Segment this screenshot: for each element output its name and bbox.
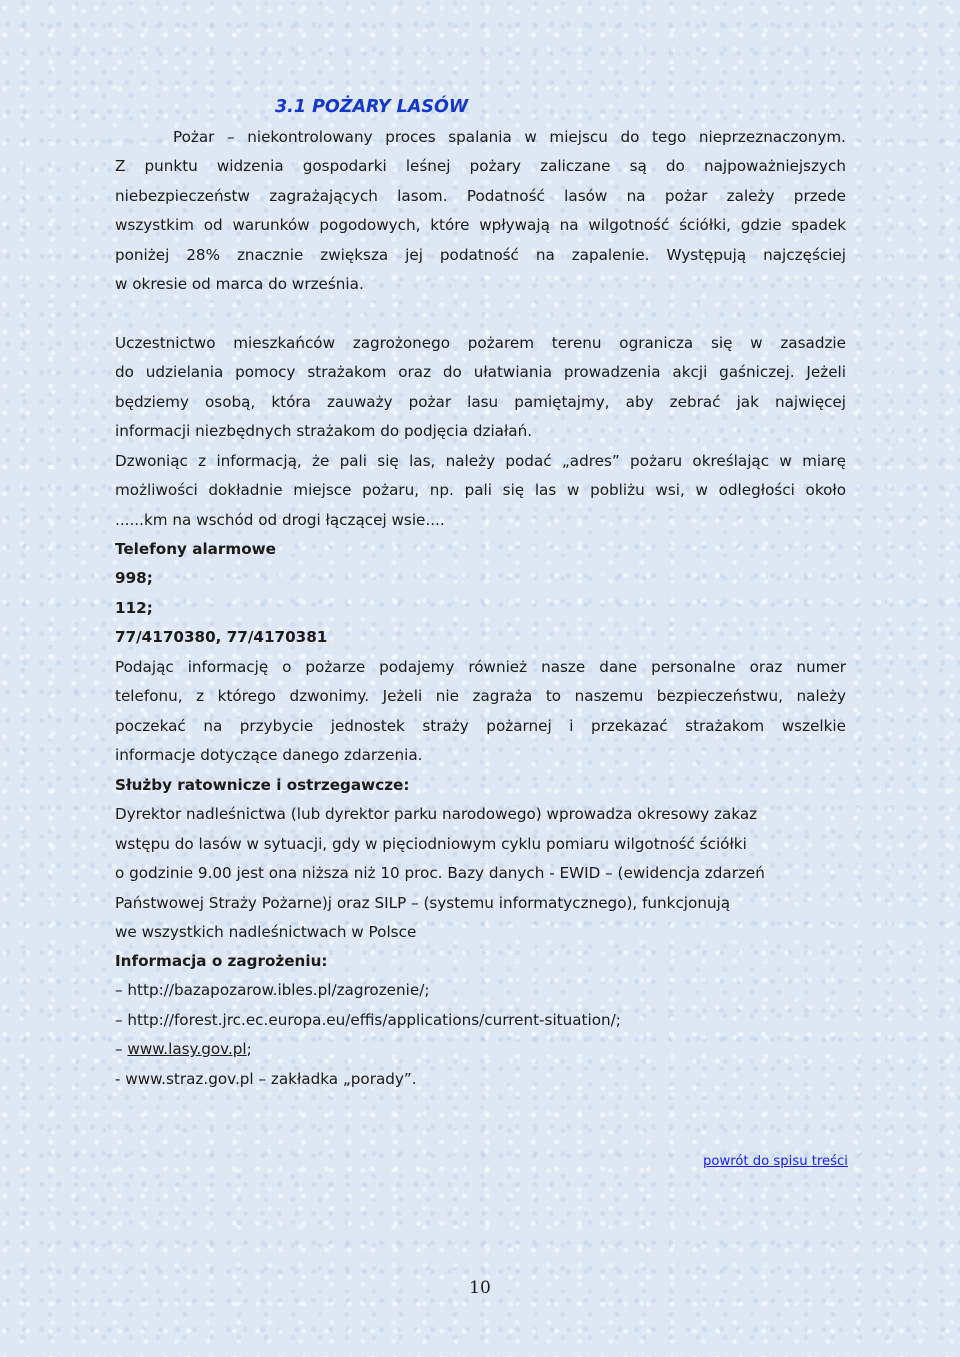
participation-paragraph (115, 329, 846, 447)
alarm-phones (115, 535, 846, 653)
lasy-link[interactable]: www.lasy.gov.pl (127, 1040, 247, 1059)
text-line: poniżej 28% znacznie zwiększa jej podatność na zapalenie. Występują najczęściej (115, 245, 846, 264)
services-heading: Służby ratownicze i ostrzegawcze: (115, 776, 410, 794)
text-line: Z punktu widzenia gospodarki leśnej pożary zaliczane są do najpoważniejszych (115, 157, 846, 176)
intro-paragraph (115, 123, 846, 299)
services-section (115, 771, 846, 947)
section-title: 3.1 POŻARY LASÓW (275, 97, 469, 117)
text-line: wszystkim od warunków pogodowych, które wpływają na wilgotność ściółki, gdzie spadek (115, 216, 846, 235)
text-line: Pożar – niekontrolowany proces spalania w miejscu do tego nieprzeznaczonym. (173, 128, 846, 146)
phone-number: 112; (115, 598, 153, 617)
text-line: Dzwoniąc z informacją, że pali się las, należy podać „adres” pożaru określając w miarę (115, 452, 846, 470)
threat-info-section (115, 947, 846, 1094)
text-line: niebezpieczeństw zagrażających lasom. Podatność lasów na pożar zależy przede (115, 186, 846, 205)
text-line: w okresie od marca do września. (115, 275, 364, 294)
text-line: informacji niezbędnych strażakom do podjęcia działań. (115, 422, 533, 441)
info-suffix: ; (246, 1040, 252, 1059)
page-number: 10 (469, 1278, 491, 1298)
info-item: - www.straz.gov.pl – zakładka „porady”. (115, 1069, 417, 1088)
text-line: telefonu, z którego dzwonimy. Jeżeli nie zagraża to naszemu bezpieczeństwu, należy (115, 687, 846, 706)
text-line: ......km na wschód od drogi łączącej wsie.... (115, 510, 445, 529)
text-line: możliwości dokładnie miejsce pożaru, np. pali się las w pobliżu wsi, w odległości około (115, 481, 846, 500)
text-line: będziemy osobą, która zauważy pożar lasu pamiętajmy, aby zebrać jak najwięcej (115, 392, 846, 411)
text-line: o godzinie 9.00 jest ona niższa niż 10 proc. Bazy danych - EWID – (ewidencja zdarzeń (115, 864, 765, 883)
text-line: Uczestnictwo mieszkańców zagrożonego pożarem terenu ogranicza się w zasadzie (115, 334, 846, 352)
text-line: we wszystkich nadleśnictwach w Polsce (115, 923, 417, 942)
phone-number: 77/4170380, 77/4170381 (115, 628, 328, 647)
info-item (115, 1035, 846, 1064)
info-prefix: – (115, 1040, 128, 1059)
text-line: poczekać na przybycie jednostek straży pożarnej i przekazać strażakom wszelkie (115, 716, 846, 735)
info-item: – http://bazapozarow.ibles.pl/zagrozenie/; (115, 981, 430, 1000)
text-line: do udzielania pomocy strażakom oraz do ułatwiania prowadzenia akcji gaśniczej. Jeżeli (115, 363, 846, 382)
text-line: Państwowej Straży Pożarne)j oraz SILP – (systemu informatycznego), funkcjonują (115, 893, 731, 912)
text-line: informacje dotyczące danego zdarzenia. (115, 746, 423, 765)
calling-paragraph (115, 447, 846, 535)
info-heading: Informacja o zagrożeniu: (115, 952, 328, 970)
reporting-paragraph (115, 653, 846, 771)
info-item: – http://forest.jrc.ec.europa.eu/effis/applications/current-situation/; (115, 1010, 621, 1029)
text-line: Dyrektor nadleśnictwa (lub dyrektor parku narodowego) wprowadza okresowy zakaz (115, 805, 758, 824)
phone-number: 998; (115, 569, 153, 588)
text-line: Podając informację o pożarze podajemy również nasze dane personalne oraz numer (115, 658, 846, 676)
text-line: wstępu do lasów w sytuacji, gdy w pięciodniowym cyklu pomiaru wilgotność ściółki (115, 834, 747, 853)
phones-heading: Telefony alarmowe (115, 540, 276, 558)
back-to-toc-link[interactable]: powrót do spisu treści (703, 1154, 848, 1169)
